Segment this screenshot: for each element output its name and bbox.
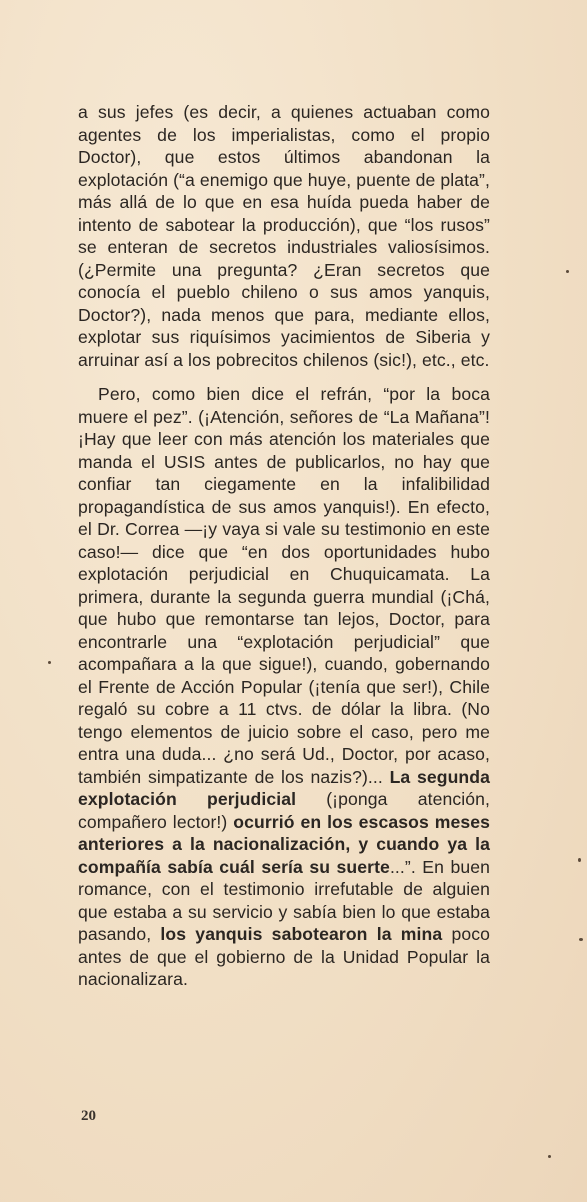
paragraph-2-segment-1: Pero, como bien dice el refrán, “por la boca muere el pez”. (¡Atención, señores de “La Mañana”! ¡Hay que leer con más atención los materiales que manda el USIS antes de publicarlos, no hay que confiar tan ciegamente en la infalibilidad propagandística de sus amos yanquis!). En efecto, el Dr. Correa —¡y vaya si vale su testimonio en este caso!— dice que “en dos oportunidades hubo explotación perjudicial en Chuquicamata. La primera, durante la segunda guerra mundial (¡Chá, que hubo que remontarse tan lejos, Doctor, para encontrarle una “explotación perjudicial” que acompañara a la que sigue!), cuando, gobernando el Frente de Acción Popular (¡tenía que ser!), Chile regaló su cobre a 11 ctvs. de dólar la libra. (No tengo elementos de juicio sobre el caso, pero me entra una duda... ¿no será Ud., Doctor, por acaso, también simpatizante de los nazis?)... bbox=[78, 384, 490, 787]
paragraph-2-segment-4: poco antes de que el gobierno de la Unidad Popular la nacionalizara. bbox=[78, 924, 490, 989]
page-number: 20 bbox=[81, 1108, 96, 1124]
paragraph-1 bbox=[78, 101, 490, 371]
paper-speck bbox=[548, 1155, 551, 1158]
paragraph-2-segment-3: ...”. En buen romance, con el testimonio irrefutable de alguien que estaba a su servicio y sabía bien lo que estaba pasando, bbox=[78, 856, 490, 944]
paper-speck bbox=[579, 938, 583, 941]
paragraph-2-segment-2: (¡ponga atención, compañero lector!) bbox=[78, 789, 490, 832]
paragraph-1-text: a sus jefes (es decir, a quienes actuaban como agentes de los imperialistas, como el propio Doctor), que estos últimos abandonan la explotación (“a enemigo que huye, puente de plata”, más allá de lo que en esa huída pueda haber de intento de sabotear la producción), que “los rusos” se enteran de secretos industriales valiosísimos. (¿Permite una pregunta? ¿Eran secretos que conocía el pueblo chileno o sus amos yanquis, Doctor?), nada menos que para, mediante ellos, explotar sus riquísimos yacimientos de Siberia y arruinar así a los pobrecitos chilenos (sic!), etc., etc. bbox=[78, 102, 490, 370]
paper-speck bbox=[566, 270, 569, 273]
paragraph-2-bold-segment-1: La segunda explotación perjudicial bbox=[78, 766, 491, 809]
paper-speck bbox=[48, 661, 51, 664]
paper-speck bbox=[578, 858, 581, 862]
body-text bbox=[78, 101, 490, 991]
paragraph-2-bold-segment-3: los yanquis sabotearon la mina bbox=[160, 924, 443, 944]
paragraph-2 bbox=[78, 383, 490, 991]
paragraph-2-bold-segment-2: ocurrió en los escasos meses anteriores a la nacionalización, y cuando ya la compañía sabía cuál sería su suerte bbox=[78, 811, 490, 877]
